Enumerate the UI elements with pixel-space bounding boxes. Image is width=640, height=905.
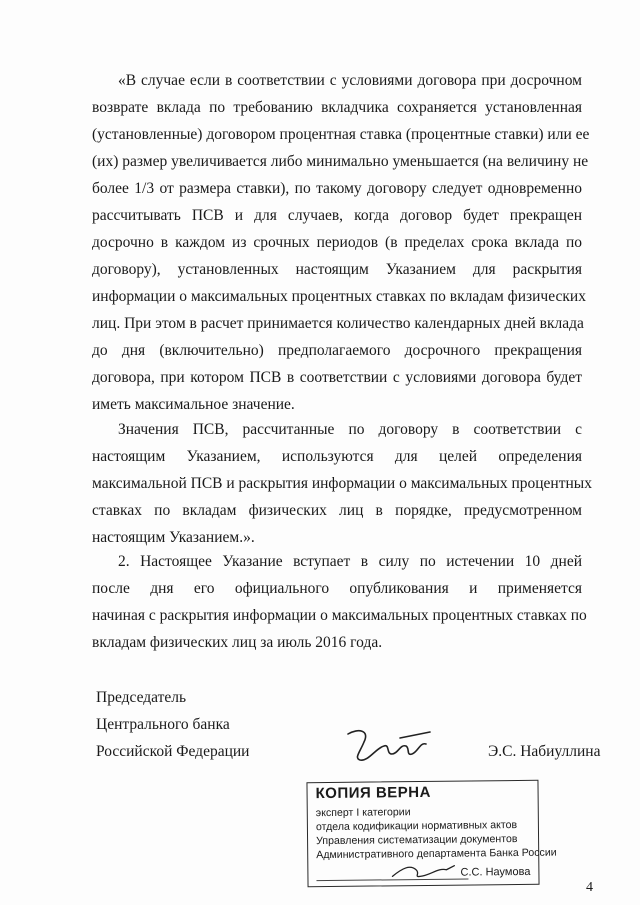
paragraph-line: настоящим Указанием.».: [92, 529, 255, 546]
stamp-line: эксперт I категории: [315, 806, 411, 820]
paragraph-line: досрочно в каждом из срочных периодов (в пределах срока вклада по: [92, 234, 582, 251]
page-number: 4: [586, 880, 593, 895]
paragraph-line: (их) размер увеличивается либо минимально уменьшается (на величину не: [92, 153, 589, 170]
paragraph-line: информации о максимальных процентных ставках по вкладам физических: [92, 288, 586, 305]
paragraph-line: (установленные) договором процентная ставка (процентные ставки) или ее: [92, 126, 590, 143]
stamp-line: Управления систематизации документов: [316, 833, 518, 848]
copy-certified-stamp: [306, 780, 557, 887]
paragraph-line: после дня его официального опубликования и применяется: [92, 580, 582, 597]
signatory-title-line: Центрального банка: [96, 716, 230, 733]
paragraph-line: 2. Настоящее Указание вступает в силу по истечении 10 дней: [118, 553, 582, 570]
stamp-name: С.С. Наумова: [460, 865, 531, 879]
paragraph-line: иметь максимальное значение.: [92, 396, 295, 413]
paragraph-line: возврате вклада по требованию вкладчика сохраняется установленная: [92, 99, 582, 116]
paragraph-line: договора, при котором ПСВ в соответствии с условиями договора будет: [92, 369, 582, 386]
paragraph-line: Значения ПСВ, рассчитанные по договору в соответствии с: [118, 421, 582, 438]
paragraph-line: начиная с раскрытия информации о максимальных процентных ставках по: [92, 607, 587, 624]
paragraph-line: настоящим Указанием, используются для целей определения: [92, 448, 582, 465]
signatory-title-line: Председатель: [96, 689, 187, 706]
handwritten-signature-icon: [340, 724, 440, 768]
stamp-line: отдела кодификации нормативных актов: [315, 819, 518, 834]
paragraph-line: более 1/3 от размера ставки), по такому договору следует одновременно: [92, 180, 582, 197]
paragraph-line: вкладам физических лиц за июль 2016 года.: [92, 634, 383, 651]
paragraph-line: до дня (включительно) предполагаемого досрочного прекращения: [92, 342, 582, 359]
signatory-name: Э.С. Набиуллина: [488, 743, 601, 760]
stamp-signature-icon: [388, 860, 458, 883]
paragraph-line: договору), установленных настоящим Указанием для раскрытия: [92, 261, 582, 278]
stamp-title: КОПИЯ ВЕРНА: [315, 783, 432, 803]
stamp-line: Административного департамента Банка России: [316, 846, 557, 862]
paragraph-line: рассчитывать ПСВ и для случаев, когда договор будет прекращен: [92, 207, 582, 224]
signatory-title-line: Российской Федерации: [96, 743, 250, 760]
paragraph-line: «В случае если в соответствии с условиями договора при досрочном: [118, 72, 582, 89]
paragraph-line: ставках по вкладам физических лиц в порядке, предусмотренном: [92, 502, 582, 519]
paragraph-line: максимальной ПСВ и раскрытия информации о максимальных процентных: [92, 475, 592, 492]
paragraph-line: лиц. При этом в расчет принимается количество календарных дней вклада: [92, 315, 584, 332]
